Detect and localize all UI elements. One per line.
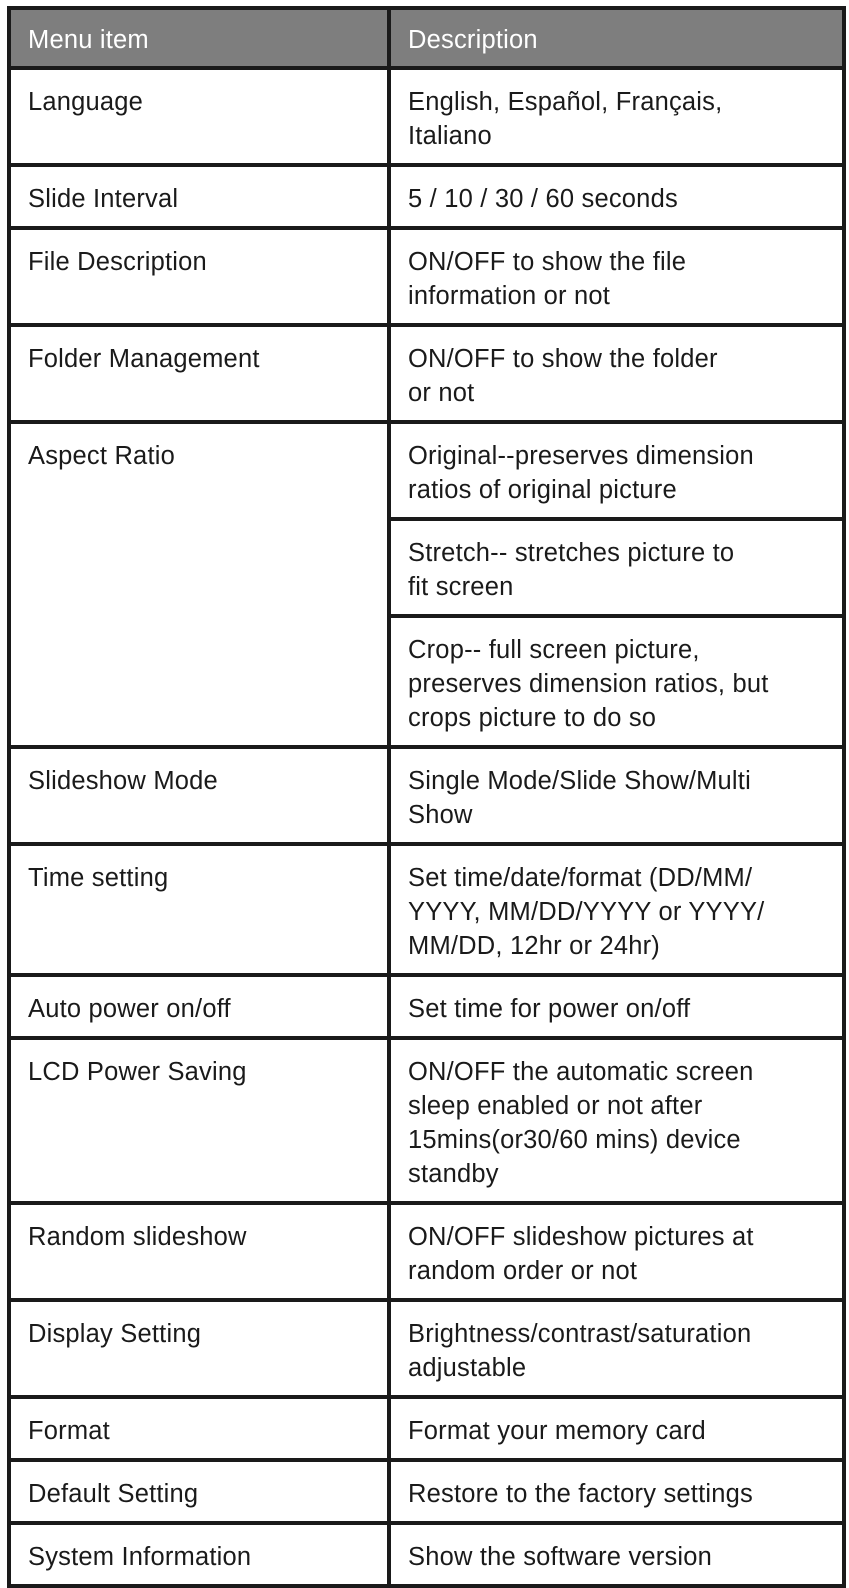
menu-item-cell: Display Setting xyxy=(9,1300,389,1397)
description-line: English, Español, Français, xyxy=(408,88,723,116)
menu-item-cell: Random slideshow xyxy=(9,1203,389,1300)
description-line: preserves dimension ratios, but xyxy=(408,670,769,698)
table-row xyxy=(9,1038,844,1203)
description-line: ON/OFF slideshow pictures at xyxy=(408,1223,754,1251)
description-line: Restore to the factory settings xyxy=(408,1480,753,1508)
description-line: sleep enabled or not after xyxy=(408,1092,703,1120)
menu-settings-table xyxy=(7,6,846,1588)
header-row xyxy=(9,8,844,68)
menu-item-cell: Format xyxy=(9,1397,389,1460)
description-line: 5 / 10 / 30 / 60 seconds xyxy=(408,185,678,213)
table-row xyxy=(9,1460,844,1523)
table-row xyxy=(9,325,844,422)
table-row xyxy=(9,165,844,228)
description-line: MM/DD, 12hr or 24hr) xyxy=(408,932,660,960)
table-row xyxy=(9,228,844,325)
description-line: or not xyxy=(408,379,475,407)
description-line: 15mins(or30/60 mins) device xyxy=(408,1126,741,1154)
description-line: Single Mode/Slide Show/Multi xyxy=(408,767,751,795)
description-line: ratios of original picture xyxy=(408,476,677,504)
description-cell xyxy=(389,1300,844,1397)
menu-item-cell: Default Setting xyxy=(9,1460,389,1523)
table-body xyxy=(9,68,844,1586)
description-cell xyxy=(389,747,844,844)
table-row xyxy=(9,68,844,165)
description-line: Show the software version xyxy=(408,1543,713,1571)
menu-item-cell: Language xyxy=(9,68,389,165)
table-row xyxy=(9,975,844,1038)
description-cell xyxy=(389,1038,844,1203)
description-cell xyxy=(389,165,844,228)
description-cell xyxy=(389,975,844,1038)
description-cell xyxy=(389,68,844,165)
table-row xyxy=(9,1300,844,1397)
description-line: Brightness/contrast/saturation xyxy=(408,1320,752,1348)
description-cell xyxy=(389,228,844,325)
menu-item-cell: Slide Interval xyxy=(9,165,389,228)
menu-item-cell: Time setting xyxy=(9,844,389,975)
table-row xyxy=(9,844,844,975)
table-row xyxy=(9,1523,844,1586)
menu-item-cell: File Description xyxy=(9,228,389,325)
description-line: Format your memory card xyxy=(408,1417,706,1445)
description-cell xyxy=(389,1523,844,1586)
header-menu-item: Menu item xyxy=(9,8,389,68)
menu-item-cell: Auto power on/off xyxy=(9,975,389,1038)
table-row xyxy=(9,1203,844,1300)
description-line: ON/OFF to show the folder xyxy=(408,345,718,373)
description-line: ON/OFF the automatic screen xyxy=(408,1058,754,1086)
description-line: standby xyxy=(408,1160,499,1188)
table-row xyxy=(9,1397,844,1460)
description-line: Set time/date/format (DD/MM/ xyxy=(408,864,753,892)
menu-item-cell: Aspect Ratio xyxy=(9,422,389,747)
description-cell xyxy=(389,325,844,422)
description-line: Italiano xyxy=(408,122,492,150)
menu-item-cell: System Information xyxy=(9,1523,389,1586)
table-header xyxy=(9,8,844,68)
description-line: adjustable xyxy=(408,1354,527,1382)
description-line: crops picture to do so xyxy=(408,704,657,732)
menu-item-cell: Folder Management xyxy=(9,325,389,422)
description-line: random order or not xyxy=(408,1257,638,1285)
description-line: Crop-- full screen picture, xyxy=(408,636,700,664)
description-cell xyxy=(389,422,844,519)
description-cell xyxy=(389,1397,844,1460)
description-cell xyxy=(389,1460,844,1523)
table-row xyxy=(9,747,844,844)
description-cell xyxy=(389,1203,844,1300)
description-line: Show xyxy=(408,801,473,829)
header-description: Description xyxy=(389,8,844,68)
description-line: Set time for power on/off xyxy=(408,995,691,1023)
description-line: YYYY, MM/DD/YYYY or YYYY/ xyxy=(408,898,765,926)
description-line: Stretch-- stretches picture to xyxy=(408,539,735,567)
description-cell xyxy=(389,844,844,975)
menu-item-cell: LCD Power Saving xyxy=(9,1038,389,1203)
description-line: Original--preserves dimension xyxy=(408,442,754,470)
description-line: information or not xyxy=(408,282,611,310)
description-line: fit screen xyxy=(408,573,514,601)
description-line: ON/OFF to show the file xyxy=(408,248,687,276)
description-cell xyxy=(389,519,844,616)
description-cell xyxy=(389,616,844,747)
table-row xyxy=(9,422,844,519)
menu-item-cell: Slideshow Mode xyxy=(9,747,389,844)
